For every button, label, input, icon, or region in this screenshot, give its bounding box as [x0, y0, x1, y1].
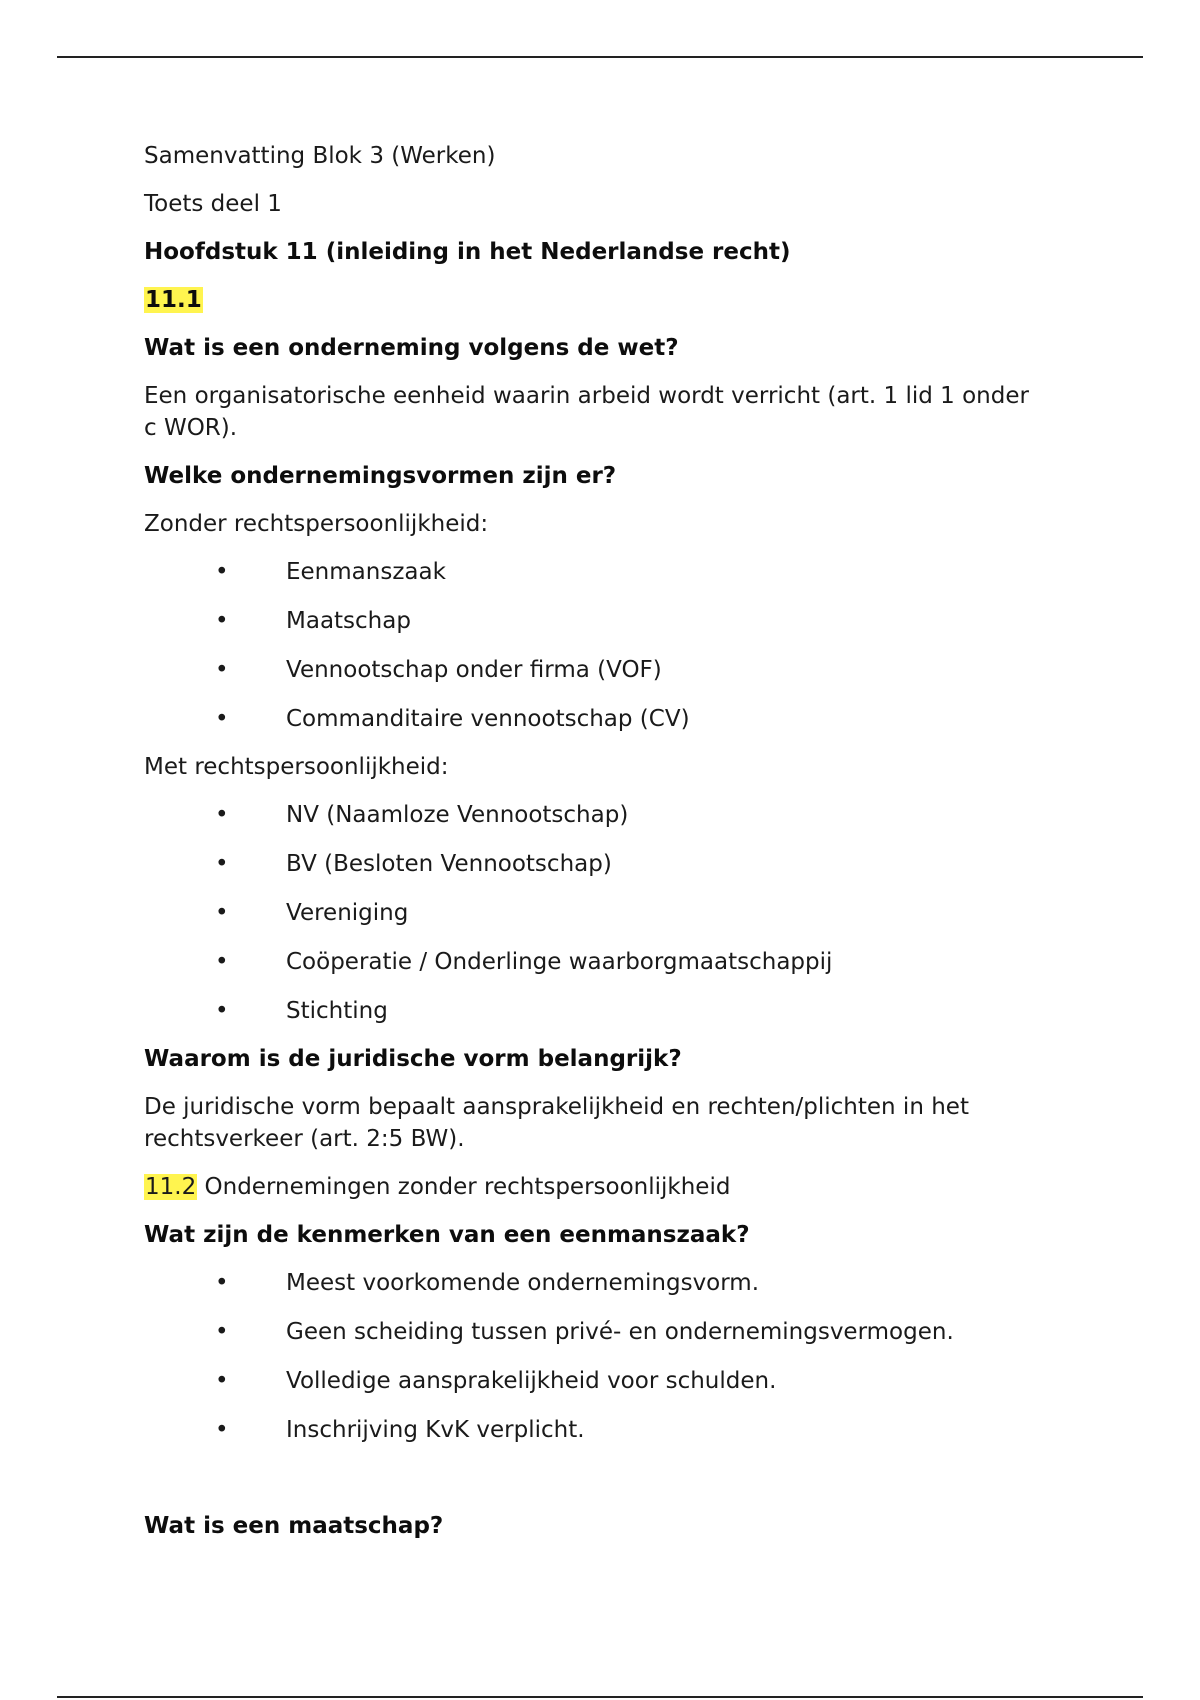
- question-juridische-vorm: Waarom is de juridische vorm belangrijk?: [144, 1046, 682, 1072]
- list-item-text: Vereniging: [286, 900, 409, 926]
- label-met-rechtspersoonlijkheid: Met rechtspersoonlijkheid:: [144, 754, 449, 780]
- list-item-text: Stichting: [286, 998, 388, 1024]
- list-item: [144, 995, 1044, 1027]
- list-item: [144, 1365, 1044, 1397]
- list-item-text: Volledige aansprakelijkheid voor schulden.: [286, 1368, 777, 1394]
- section-11-2-title: Ondernemingen zonder rechtspersoonlijkheid: [204, 1174, 731, 1200]
- list-item-text: NV (Naamloze Vennootschap): [286, 802, 629, 828]
- bottom-rule: [57, 1696, 1143, 1698]
- list-item-text: BV (Besloten Vennootschap): [286, 851, 612, 877]
- list-item-text: Coöperatie / Onderlinge waarborgmaatschappij: [286, 949, 833, 975]
- answer-onderneming: Een organisatorische eenheid waarin arbeid wordt verricht (art. 1 lid 1 onder c WOR).: [144, 383, 1029, 441]
- bullet-icon: •: [215, 1417, 229, 1443]
- bullet-icon: •: [215, 802, 229, 828]
- bullet-icon: •: [215, 706, 229, 732]
- bullet-icon: •: [215, 1368, 229, 1394]
- list-item-text: Geen scheiding tussen privé- en ondernemingsvermogen.: [286, 1319, 954, 1345]
- top-rule: [57, 56, 1143, 58]
- question-onderneming: Wat is een onderneming volgens de wet?: [144, 335, 679, 361]
- list-item: [144, 1316, 1044, 1348]
- question-ondernemingsvormen: Welke ondernemingsvormen zijn er?: [144, 463, 617, 489]
- bullet-icon: •: [215, 998, 229, 1024]
- list-item: [144, 605, 1044, 637]
- question-maatschap: Wat is een maatschap?: [144, 1513, 444, 1539]
- bullet-icon: •: [215, 949, 229, 975]
- list-item-text: Eenmanszaak: [286, 559, 446, 585]
- section-11-2-heading: [144, 1171, 1044, 1203]
- section-11-1-number: 11.1: [145, 287, 202, 313]
- bullet-icon: •: [215, 851, 229, 877]
- list-item: [144, 1414, 1044, 1446]
- chapter-heading: Hoofdstuk 11 (inleiding in het Nederlandse recht): [144, 239, 791, 265]
- document-body: [144, 140, 1044, 1558]
- list-item: [144, 556, 1044, 588]
- section-11-2-number: 11.2: [145, 1174, 197, 1200]
- list-zonder-rechtspersoonlijkheid: [144, 556, 1044, 735]
- label-zonder-rechtspersoonlijkheid: Zonder rechtspersoonlijkheid:: [144, 511, 489, 537]
- list-eenmanszaak-kenmerken: [144, 1267, 1044, 1446]
- bullet-icon: •: [215, 657, 229, 683]
- bullet-icon: •: [215, 559, 229, 585]
- list-item: [144, 946, 1044, 978]
- list-item: [144, 897, 1044, 929]
- document-title: Samenvatting Blok 3 (Werken): [144, 143, 496, 169]
- list-item-text: Meest voorkomende ondernemingsvorm.: [286, 1270, 760, 1296]
- list-item-text: Maatschap: [286, 608, 411, 634]
- list-item: [144, 1267, 1044, 1299]
- answer-juridische-vorm: De juridische vorm bepaalt aansprakelijkheid en rechten/plichten in het rechtsverkeer (art. 2:5 BW).: [144, 1094, 969, 1152]
- list-item: [144, 799, 1044, 831]
- question-eenmanszaak: Wat zijn de kenmerken van een eenmanszaak?: [144, 1222, 750, 1248]
- list-item-text: Commanditaire vennootschap (CV): [286, 706, 690, 732]
- bullet-icon: •: [215, 608, 229, 634]
- spacer: [144, 1462, 1044, 1510]
- list-item-text: Vennootschap onder firma (VOF): [286, 657, 662, 683]
- list-item-text: Inschrijving KvK verplicht.: [286, 1417, 585, 1443]
- bullet-icon: •: [215, 900, 229, 926]
- section-11-1-heading: [144, 284, 1044, 316]
- list-item: [144, 654, 1044, 686]
- list-met-rechtspersoonlijkheid: [144, 799, 1044, 1027]
- document-subtitle: Toets deel 1: [144, 191, 282, 217]
- bullet-icon: •: [215, 1319, 229, 1345]
- list-item: [144, 848, 1044, 880]
- bullet-icon: •: [215, 1270, 229, 1296]
- list-item: [144, 703, 1044, 735]
